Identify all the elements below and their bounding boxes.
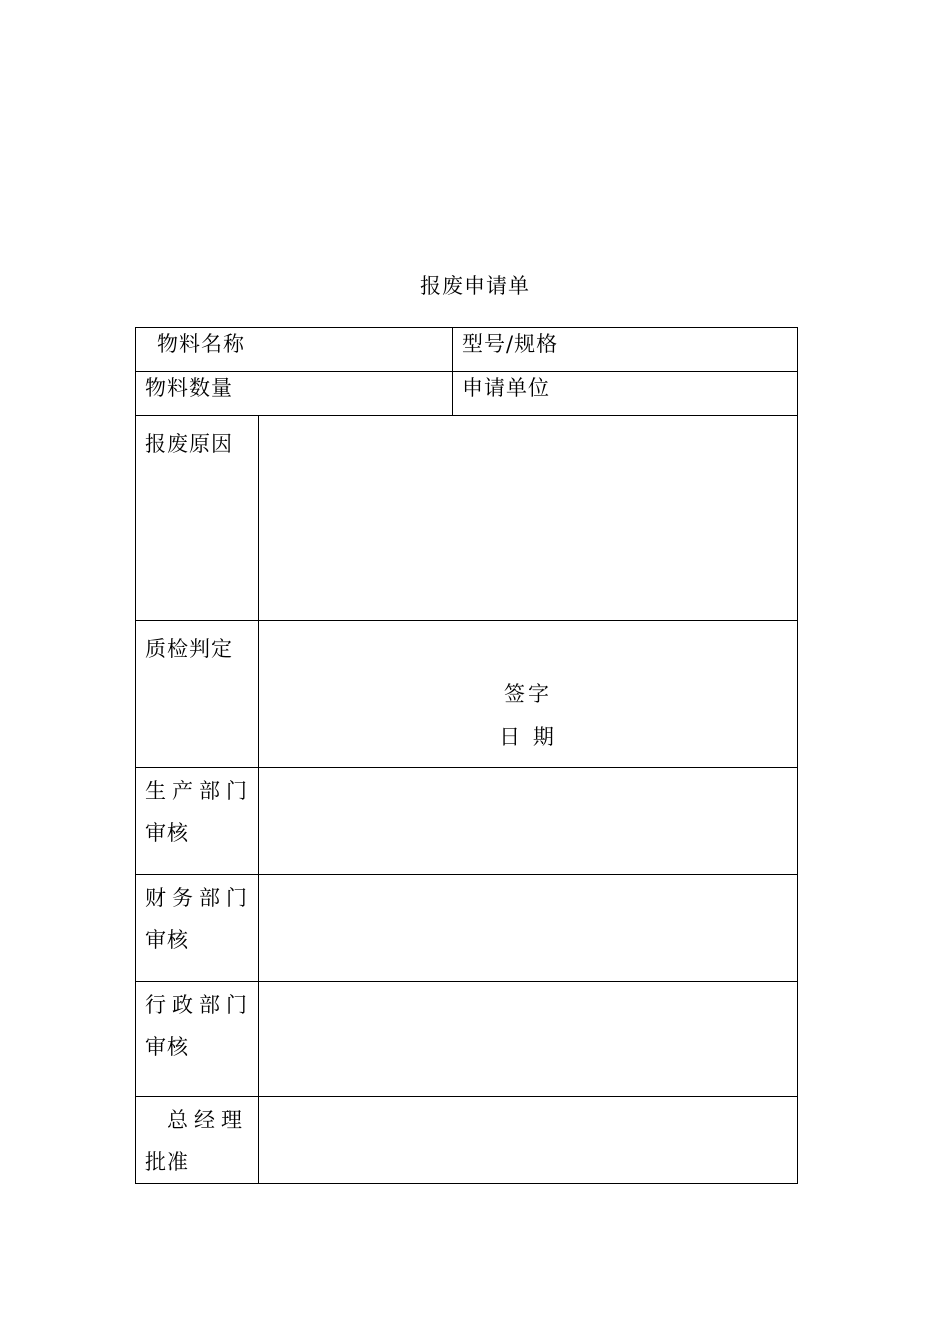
field-finance-review[interactable] [259,875,798,982]
label-gm-approval [145,1097,258,1183]
cell-material-name[interactable] [136,328,453,372]
row-admin-review [136,982,798,1097]
row-scrap-reason [136,416,798,621]
field-gm-approval[interactable] [259,1097,798,1184]
field-admin-review[interactable] [259,982,798,1097]
row-gm-approval [136,1097,798,1184]
cell-gm-label [136,1097,259,1184]
signature-block [268,621,797,759]
label-admin-review [145,982,258,1068]
label-finance-line2: 审核 [145,928,189,952]
label-applicant-unit: 申请单位 [462,376,550,400]
label-admin-line2: 审核 [145,1035,189,1059]
field-production-review[interactable] [259,768,798,875]
label-finance-review [145,875,258,961]
cell-production-label [136,768,259,875]
cell-qc-judgment-label [136,621,259,768]
row-qc-judgment [136,621,798,768]
label-signature: 签字 [504,682,552,706]
cell-scrap-reason-label [136,416,259,621]
label-material-qty: 物料数量 [145,376,233,400]
label-production-line1: 生产部门 [145,779,253,803]
label-qc-judgment: 质检判定 [145,637,233,661]
row-material-qty [136,372,798,416]
field-scrap-reason[interactable] [259,416,798,621]
cell-applicant-unit[interactable] [453,372,798,416]
label-model-spec: 型号/规格 [462,332,559,356]
label-material-name: 物料名称 [157,332,245,356]
label-scrap-reason: 报废原因 [145,432,233,456]
row-production-review [136,768,798,875]
field-qc-judgment[interactable] [259,621,798,768]
form-title: 报废申请单 [420,274,530,298]
row-material-name [136,328,798,372]
cell-admin-label [136,982,259,1097]
cell-model-spec[interactable] [453,328,798,372]
row-finance-review [136,875,798,982]
label-gm-line1: 总经理 [167,1108,248,1132]
cell-finance-label [136,875,259,982]
label-gm-line2: 批准 [145,1150,189,1174]
scrap-request-table [135,327,798,1184]
label-date: 日 期 [499,725,557,749]
label-finance-line1: 财务部门 [145,886,253,910]
cell-material-qty[interactable] [136,372,453,416]
label-admin-line1: 行政部门 [145,993,253,1017]
label-production-line2: 审核 [145,821,189,845]
label-production-review [145,768,258,854]
